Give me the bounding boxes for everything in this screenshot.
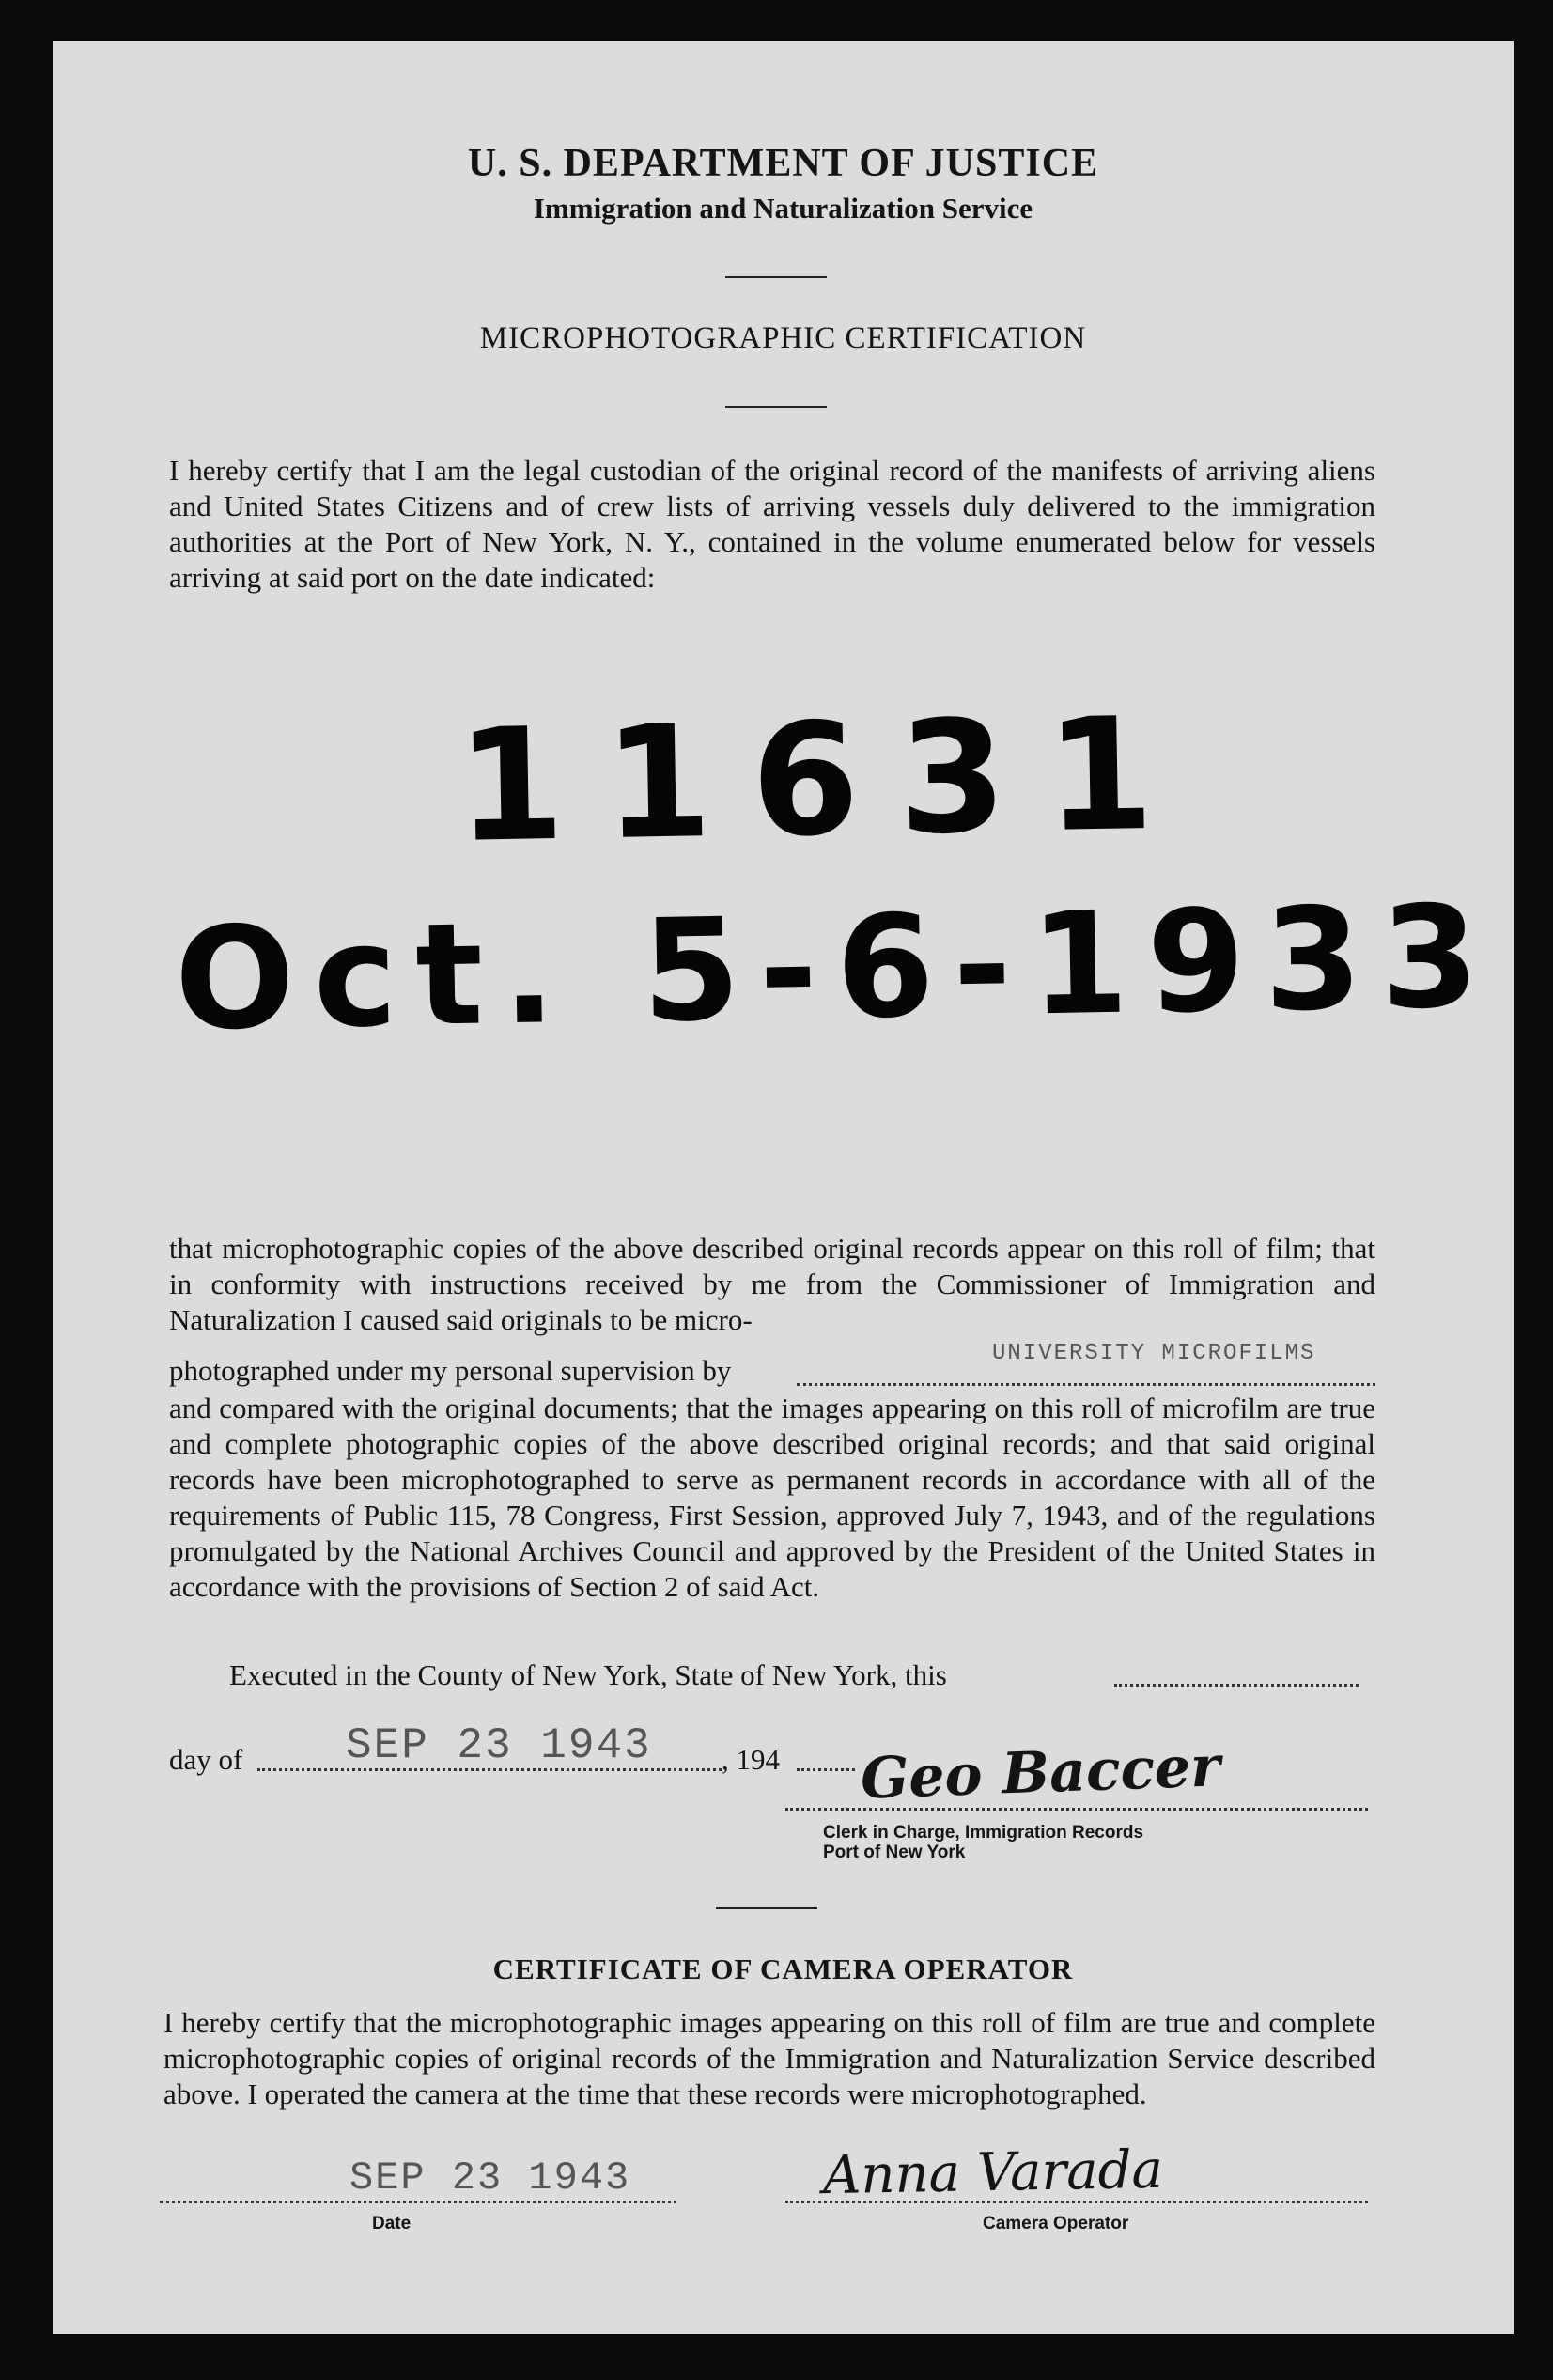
body-paragraph-rest: and compared with the original documents; that the images appearing on this roll of microfilm are true and complete photographic copies of the above described original records; and that said original records have been microphotographed to serve as permanent records in accordance with all of the requirements of Public 115, 78 Congress, First Session, approved July 7, 1943, and of the regulations promulgated by the National Archives Council and approved by the President of the United States in accordance with the provisions of Section 2 of said Act.	[169, 1392, 1375, 1603]
divider-second	[725, 406, 827, 408]
day-of-label: day of	[169, 1743, 243, 1776]
clerk-title-line1: Clerk in Charge, Immigration Records	[823, 1823, 1144, 1843]
clerk-title-line2: Port of New York	[823, 1843, 966, 1862]
operator-signature-line	[785, 2201, 1368, 2203]
year-prefix: , 194	[722, 1743, 780, 1776]
executed-text: Executed in the County of New York, State of New York, this	[229, 1658, 947, 1691]
operator-certificate-title: CERTIFICATE OF CAMERA OPERATOR	[492, 1952, 1074, 1985]
intro-paragraph: I hereby certify that I am the legal custodian of the original record of the manifests of arriving aliens and United States Citizens and of crew lists of arriving vessels duly delivered to the immigration authorities at the Port of New York, N. Y., contained in the volume enumerated below for vessels arriving at said port on the date indicated:	[169, 454, 1375, 594]
university-microfilms-stamp: UNIVERSITY MICROFILMS	[992, 1341, 1316, 1366]
executed-line	[229, 1657, 947, 1693]
clerk-title	[823, 1823, 1143, 1862]
certification-title: MICROPHOTOGRAPHIC CERTIFICATION	[479, 321, 1087, 355]
operator-signature: Anna Varada	[822, 2139, 1164, 2207]
supervision-line	[169, 1341, 1375, 1389]
year-dotted-line	[797, 1768, 855, 1771]
operator-stamp-date: SEP 23 1943	[349, 2155, 631, 2201]
camera-operator-label: Camera Operator	[983, 2214, 1129, 2233]
department-title: U. S. DEPARTMENT OF JUSTICE	[467, 142, 1099, 185]
clerk-signature-line	[785, 1808, 1368, 1811]
service-subtitle: Immigration and Naturalization Service	[533, 192, 1033, 225]
divider-top	[725, 276, 827, 278]
operator-paragraph: I hereby certify that the microphotographic images appearing on this roll of film are true and complete microphotographic copies of original records of the Immigration and Naturalization Service described above. I operated the camera at the time that these records were microphotographed.	[163, 2006, 1375, 2110]
executed-stamp-date: SEP 23 1943	[346, 1721, 652, 1770]
date-label: Date	[372, 2214, 412, 2233]
executed-day-dotted-line	[1114, 1684, 1359, 1687]
body-paragraph-opening: that microphotographic copies of the above described original records appear on this roll of film; that in conformity with instructions received by me from the Commissioner of Immigration and Naturalization I caused said originals to be micro-	[169, 1232, 1375, 1336]
supervision-prefix: photographed under my personal supervision by	[169, 1354, 732, 1387]
clerk-signature: Geo Baccer	[859, 1734, 1221, 1812]
divider-lower	[716, 1907, 817, 1909]
handwritten-volume-number: 11631	[455, 683, 1195, 877]
date-dotted-line	[160, 2201, 676, 2203]
certificate-page	[53, 41, 1514, 2334]
handwritten-date: Oct. 5-6-1933	[173, 875, 1499, 1063]
